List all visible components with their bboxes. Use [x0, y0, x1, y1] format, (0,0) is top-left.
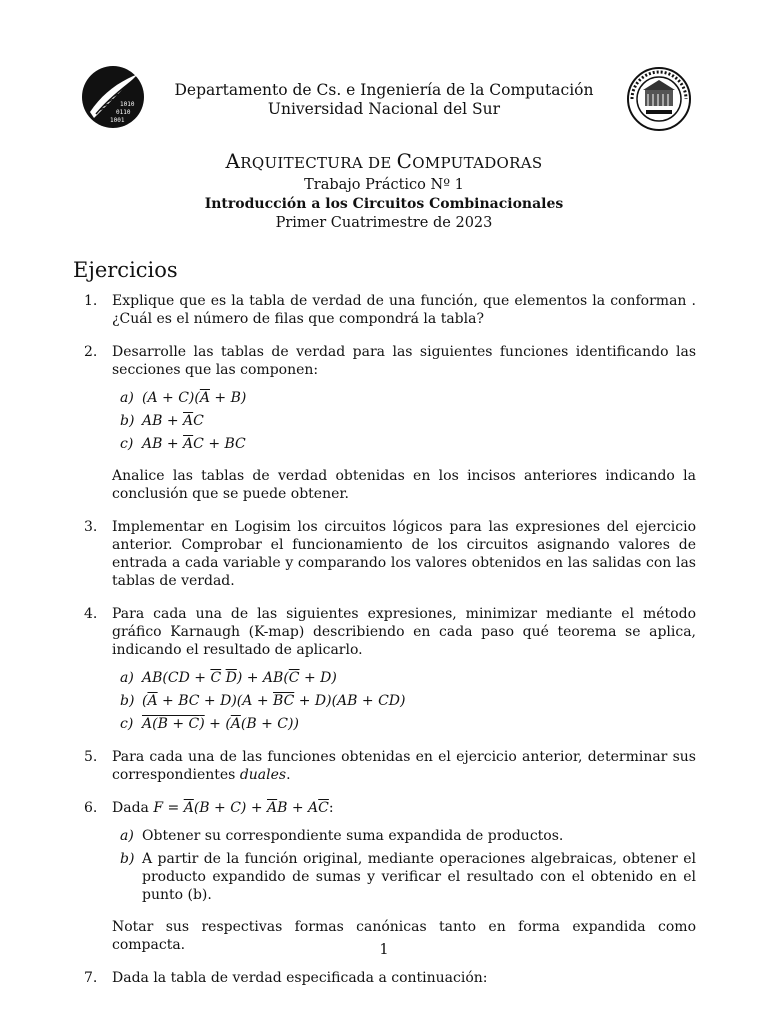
practice-topic: Introducción a los Circuitos Combinacionales [204, 196, 564, 212]
formula: $AB(CD + \overline{C}$ $\overline{D}) + AB(\overline{C} + D)$ [142, 670, 337, 686]
exercise-2-items [112, 389, 696, 453]
formula: $A(B + C) + (\overline{A}(B + C))$ [142, 716, 299, 732]
formula: ($\overline{A}$ + BC + $D)(A + \overline{BC} + D)(AB + CD)$ [142, 693, 406, 709]
department-name: Departamento de Cs. e Ingeniería de la Computación [174, 81, 594, 99]
exercise-4-item-a: a) $AB(CD + \overline{C}$ $\overline{D}) + AB(\overline{C} + D)$ [120, 670, 337, 686]
exercise-4-item-c: c) $A(B + C) + (\overline{A}(B + C))$ [120, 716, 299, 732]
page-number: 1 [379, 942, 389, 958]
exercise-6-statement: Dada $F = \overline{A}(B + C) + \overline{A}B + A\overline{C}$: [112, 800, 334, 816]
term: Primer Cuatrimestre de 2023 [275, 215, 493, 231]
exercise-5: 5. Para cada una de las funciones obtenidas en el ejercicio anterior, determinar sus correspondientes duales. [84, 749, 696, 783]
department-logo-icon [80, 64, 146, 130]
exercise-4: 4. Para cada una de las siguientes expresiones, minimizar mediante el método gráfico Karnaugh (K-map) describiendo en cada paso qué teorema se aplica, indicando el resultado de aplicarlo. a) $AB(CD + \overline{C}$ $\overline{D}) + AB(\overline{C} + D)$ b) ($\overline{A}$ + BC + $D)(A + \overline{BC} + D)(AB + CD)$ c) $A(B + C) + (\overline{A}(B + C))$ [84, 606, 696, 732]
svg-text:1010: 1010 [120, 101, 135, 108]
exercise-list [80, 292, 696, 1002]
exercise-2-note: Analice las tablas de verdad obtenidas en los incisos anteriores indicando la conclusión que se puede obtener. [112, 468, 696, 502]
institution-header [150, 81, 618, 119]
exercise-4-item-b: b) ($\overline{A}$ + BC + $D)(A + \overline{BC} + D)(AB + CD)$ [120, 693, 406, 709]
exercise-2-item-a: a) $(A + C)(\overline{A} + B)$ [120, 390, 247, 406]
course-title: ARQUITECTURA DE COMPUTADORAS [225, 149, 543, 173]
exercise-2-item-c: c) AB + $\overline{A}C$ + BC [120, 436, 246, 452]
university-seal-icon [626, 66, 692, 132]
practice-number: Trabajo Práctico Nº 1 [304, 177, 464, 193]
exercise-6-item-a: a) Obtener su correspondiente suma expandida de productos. [120, 828, 564, 844]
exercise-2-item-b: b) AB + $\overline{A}C$ [120, 413, 204, 429]
exercise-6: 6. Dada $F = \overline{A}(B + C) + \overline{A}B + A\overline{C}$: a) Obtener su correspondiente suma expandida de productos. b) A partir de la función original, mediante operaciones algebraicas, obtener el producto expandido de sumas y verificar el resultado con el obtenido en el punto (b). Notar sus respectivas formas canónicas tanto en forma expandida como compacta. [84, 800, 696, 953]
university-name: Universidad Nacional del Sur [267, 100, 501, 118]
section-title: Ejercicios [73, 258, 178, 282]
title-block [100, 148, 668, 233]
exercise-6-note: Notar sus respectivas formas canónicas tanto en forma expandida como compacta. [112, 919, 696, 953]
exercise-6-item-b: b) A partir de la función original, mediante operaciones algebraicas, obtener el producto expandido de sumas y verificar el resultado con el obtenido en el punto (b). [120, 851, 696, 903]
exercise-3: 3. Implementar en Logisim los circuitos lógicos para las expresiones del ejercicio anterior. Comprobar el funcionamiento de los circuitos asignando valores de entrada a cada variable y comparando los valores obtenidos en las salidas con las tablas de verdad. [84, 519, 696, 589]
svg-text:1001: 1001 [110, 117, 125, 124]
formula: AB + $\overline{A}C$ [142, 413, 204, 429]
exercise-6-items [112, 827, 696, 904]
exercise-1: 1. Explique que es la tabla de verdad de una función, que elementos la conforman . ¿Cuál es el número de filas que compondrá la tabla? [84, 293, 696, 327]
exercise-4-items [112, 669, 696, 733]
exercise-7: 7. Dada la tabla de verdad especificada a continuación: [84, 970, 488, 986]
svg-text:0110: 0110 [116, 109, 131, 116]
exercise-2: 2. Desarrolle las tablas de verdad para las siguientes funciones identificando las secciones que las componen: a) $(A + C)(\overline{A} + B)$ b) AB + $\overline{A}C$ c) AB + $\overline{A}C$ + BC Analice las tablas de verdad obtenidas en los incisos anteriores indicando la conclusión que se puede obtener. [84, 344, 696, 502]
formula: AB + $\overline{A}C$ + BC [142, 436, 246, 452]
formula: $(A + C)(\overline{A} + B)$ [142, 390, 247, 406]
